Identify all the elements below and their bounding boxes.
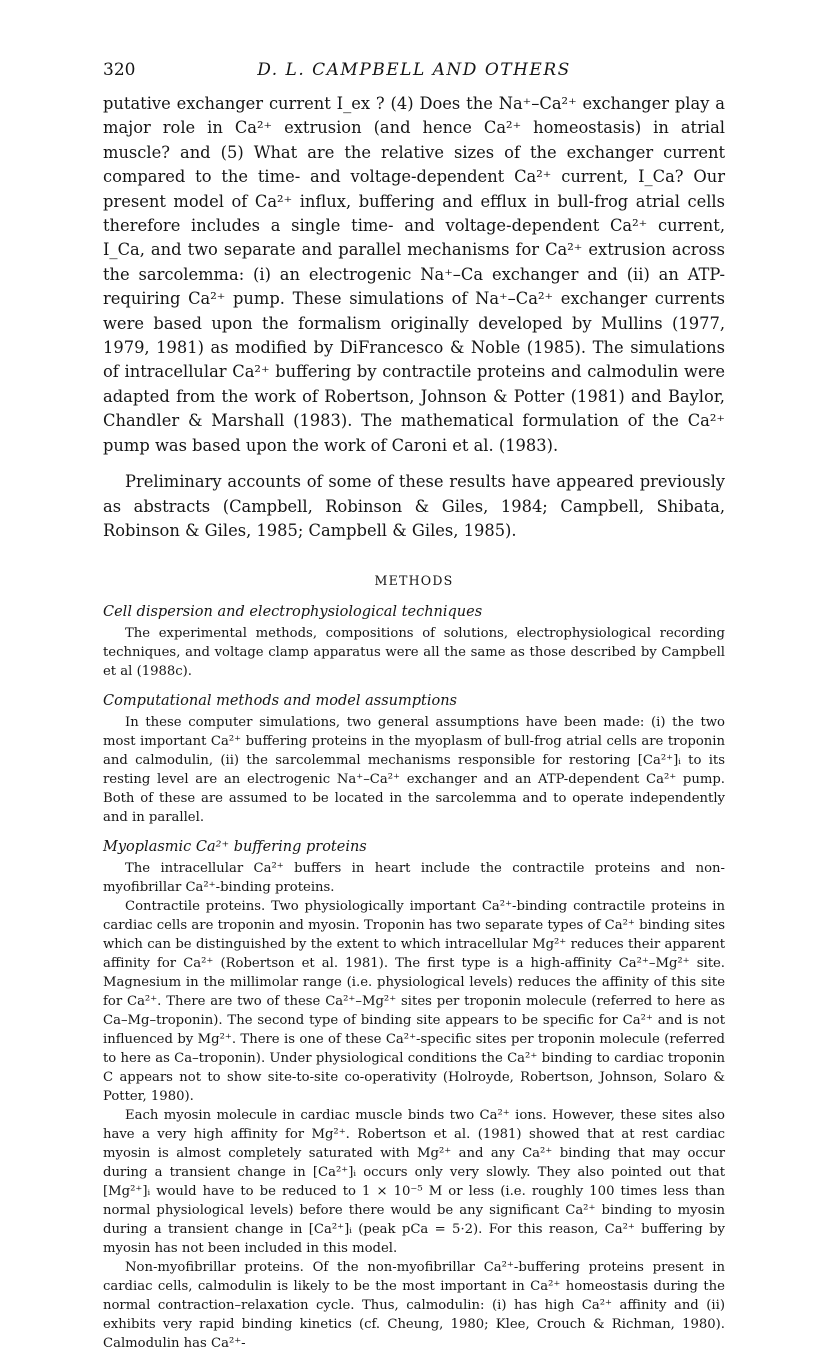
section-heading: Computational methods and model assumptions xyxy=(103,693,457,710)
section-paragraph: Each myosin molecule in cardiac muscle binds two Ca²⁺ ions. However, these sites also have a very high affinity for Mg²⁺. Robertson et al. (1981) showed that at rest cardiac myosin is almost completely saturated with Mg²⁺ and any Ca²⁺ binding that may occur during a transient change in [Ca²⁺]ᵢ occurs only very slowly. They also pointed out that [Mg²⁺]ᵢ would have to be reduced to 1 × 10⁻⁵ M or less (i.e. roughly 100 times less than normal physiological levels) before there would be any significant Ca²⁺ binding to myosin during a transient change in [Ca²⁺]ᵢ (peak pCa = 5·2). For this reason, Ca²⁺ buffering by myosin has not been included in this model. xyxy=(103,1108,725,1257)
section-buffering-proteins xyxy=(103,837,725,1353)
running-head: D. L. CAMPBELL AND OTHERS xyxy=(257,60,571,80)
page-header xyxy=(103,60,725,92)
section-paragraph: The intracellular Ca²⁺ buffers in heart include the contractile proteins and non-myofibrillar Ca²⁺-binding proteins. xyxy=(103,861,725,896)
journal-page xyxy=(103,60,725,1363)
section-paragraph: Contractile proteins. Two physiologically important Ca²⁺-binding contractile proteins in cardiac cells are troponin and myosin. Troponin has two separate types of Ca²⁺ binding sites which can be distinguished by the extent to which intracellular Mg²⁺ reduces their apparent affinity for Ca²⁺ (Robertson et al. 1981). The first type is a high-affinity Ca²⁺–Mg²⁺ site. Magnesium in the millimolar range (i.e. physiological levels) reduces the affinity of this site for Ca²⁺. There are two of these Ca²⁺–Mg²⁺ sites per troponin molecule (referred to here as Ca–Mg–troponin). The second type of binding site appears to be specific for Ca²⁺ and is not influenced by Mg²⁺. There is one of these Ca²⁺-specific sites per troponin molecule (referred to here as Ca–troponin). Under physiological conditions the Ca²⁺ binding to cardiac troponin C appears not to show site-to-site co-operativity (Holroyde, Robertson, Johnson, Solaro & Potter, 1980). xyxy=(103,899,725,1105)
page-number: 320 xyxy=(103,60,136,80)
intro-paragraph-1: putative exchanger current I_ex ? (4) Does the Na⁺–Ca²⁺ exchanger play a major role in Ca²⁺ extrusion (and hence Ca²⁺ homeostasis) in atrial muscle? and (5) What are the relative sizes of the exchanger current compared to the time- and voltage-dependent Ca²⁺ current, I_Ca? Our present model of Ca²⁺ influx, buffering and efflux in bull-frog atrial cells therefore includes a single time- and voltage-dependent Ca²⁺ current, I_Ca, and two separate and parallel mechanisms for Ca²⁺ extrusion across the sarcolemma: (i) an electrogenic Na⁺–Ca exchanger and (ii) an ATP-requiring Ca²⁺ pump. These simulations of Na⁺–Ca²⁺ exchanger currents were based upon the formalism originally developed by Mullins (1977, 1979, 1981) as modified by DiFrancesco & Noble (1985). The simulations of intracellular Ca²⁺ buffering by contractile proteins and calmodulin were adapted from the work of Robertson, Johnson & Potter (1981) and Baylor, Chandler & Marshall (1983). The mathematical formulation of the Ca²⁺ pump was based upon the work of Caroni et al. (1983). xyxy=(103,94,725,455)
methods-body xyxy=(103,602,725,1353)
section-cell-dispersion xyxy=(103,602,725,681)
methods-heading: METHODS xyxy=(374,573,454,589)
section-paragraph: In these computer simulations, two general assumptions have been made: (i) the two most important Ca²⁺ buffering proteins in the myoplasm of bull-frog atrial cells are troponin and calmodulin, (ii) the sarcolemmal mechanisms responsible for restoring [Ca²⁺]ᵢ to its resting level are an electrogenic Na⁺–Ca²⁺ exchanger and an ATP-dependent Ca²⁺ pump. Both of these are assumed to be located in the sarcolemma and to operate independently and in parallel. xyxy=(103,715,725,826)
section-computational-methods xyxy=(103,691,725,827)
section-heading: Myoplasmic Ca²⁺ buffering proteins xyxy=(103,839,367,856)
intro-section xyxy=(103,92,725,543)
section-paragraph: The experimental methods, compositions of solutions, electrophysiological recording techniques, and voltage clamp apparatus were all the same as those described by Campbell et al (1988c). xyxy=(103,626,725,680)
section-heading: Cell dispersion and electrophysiological techniques xyxy=(103,604,483,621)
section-paragraph: Non-myofibrillar proteins. Of the non-myofibrillar Ca²⁺-buffering proteins present in cardiac cells, calmodulin is likely to be the most important in Ca²⁺ homeostasis during the normal contraction–relaxation cycle. Thus, calmodulin: (i) has high Ca²⁺ affinity and (ii) exhibits very rapid binding kinetics (cf. Cheung, 1980; Klee, Crouch & Richman, 1980). Calmodulin has Ca²⁺- xyxy=(103,1260,725,1352)
intro-paragraph-2: Preliminary accounts of some of these results have appeared previously as abstracts (Campbell, Robinson & Giles, 1984; Campbell, Shibata, Robinson & Giles, 1985; Campbell & Giles, 1985). xyxy=(103,472,725,540)
